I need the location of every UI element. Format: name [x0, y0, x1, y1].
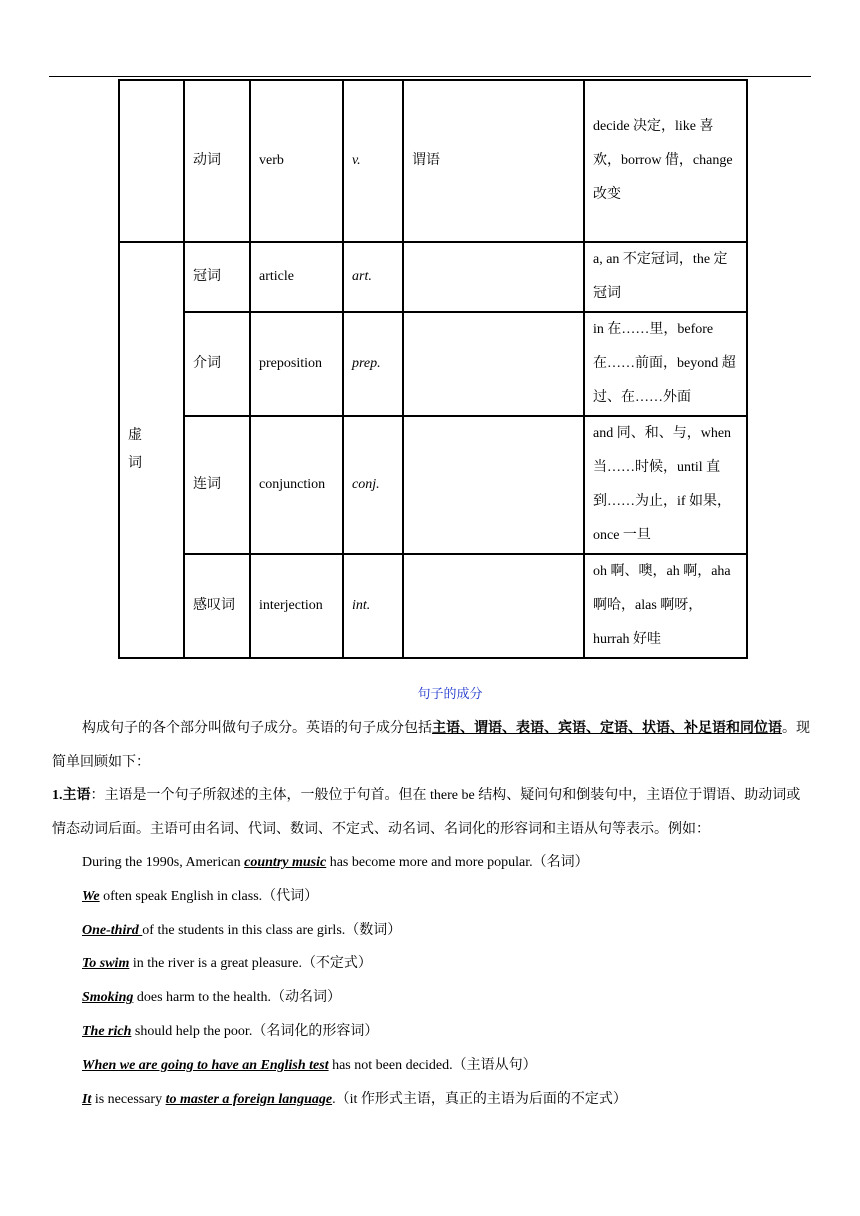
example-text: often speak English in class.（代词）: [99, 888, 319, 904]
examples-list: [82, 846, 822, 1116]
example-text: should help the poor.（名词化的形容词）: [131, 1023, 379, 1039]
example-subject: To swim: [82, 956, 130, 972]
example-subject: The rich: [82, 1023, 132, 1039]
example-text: does harm to the health.（动名词）: [133, 990, 341, 1006]
example-sentence: [82, 981, 822, 1015]
example-sentence: [82, 880, 822, 914]
example-sentence: [82, 1049, 822, 1083]
cn-cell: 冠词: [184, 242, 250, 312]
category-label: 虚词: [128, 428, 142, 471]
intro-text-end: 。现简单回顾如下：: [52, 721, 810, 770]
abbr-cell: art.: [343, 242, 403, 312]
example-sentence: [82, 1015, 822, 1049]
category-cell: [119, 242, 184, 658]
table-row: [119, 416, 747, 554]
cn-cell: 感叹词: [184, 554, 250, 658]
example-text: in the river is a great pleasure.（不定式）: [129, 956, 372, 972]
subject-text: ：主语是一个句子所叙述的主体，一般位于句首。但在 there be 结构、疑问句和倒装句中，主语位于谓语、助动词或情态动词后面。主语可由名词、代词、数词、不定式、动名词、名词化的形容词和主语从句等表示。例如：: [52, 788, 801, 837]
example-cell: decide 决定，like 喜欢，borrow 借，change 改变: [584, 80, 747, 242]
example-real-subject: to master a foreign language: [165, 1091, 333, 1107]
example-cell: oh 啊、噢，ah 啊，aha 啊哈，alas 啊呀，hurrah 好哇: [584, 554, 747, 658]
example-sentence: [82, 914, 822, 948]
example-text: .（it 作形式主语，真正的主语为后面的不定式）: [332, 1091, 627, 1107]
example-text: has become more and more popular.（名词）: [326, 855, 589, 870]
abbr-cell: v.: [343, 80, 403, 242]
en-cell: article: [250, 242, 343, 312]
header-rule: [49, 76, 811, 77]
en-cell: conjunction: [250, 416, 343, 554]
intro-paragraph: [52, 712, 812, 779]
example-sentence: [82, 846, 822, 880]
example-subject: country music: [244, 855, 327, 870]
table-row: [119, 80, 747, 242]
en-cell: verb: [250, 80, 343, 242]
role-cell: [403, 312, 584, 416]
example-subject: When we are going to have an English test: [82, 1057, 329, 1073]
example-text: During the 1990s, American: [82, 855, 245, 870]
subject-paragraph: [52, 779, 812, 846]
example-subject: One-third: [82, 922, 143, 938]
table-row: [119, 554, 747, 658]
role-cell: [403, 416, 584, 554]
example-cell: in 在……里，before 在……前面，beyond 超过、在……外面: [584, 312, 747, 416]
example-text: of the students in this class are girls.（数词）: [142, 922, 402, 938]
abbr-cell: int.: [343, 554, 403, 658]
abbr-cell: conj.: [343, 416, 403, 554]
parts-of-speech-table: [118, 79, 748, 659]
example-cell: and 同、和、与，when 当……时候，until 直到……为止，if 如果，once 一旦: [584, 416, 747, 554]
en-cell: interjection: [250, 554, 343, 658]
cn-cell: 介词: [184, 312, 250, 416]
role-cell: [403, 242, 584, 312]
example-text: has not been decided.（主语从句）: [328, 1057, 537, 1073]
abbr-cell: prep.: [343, 312, 403, 416]
example-text: is necessary: [91, 1091, 166, 1107]
category-cell: [119, 80, 184, 242]
role-cell: 谓语: [403, 80, 584, 242]
example-subject: We: [82, 888, 100, 904]
intro-text: 构成句子的各个部分叫做句子成分。英语的句子成分包括: [82, 721, 432, 736]
table-row: [119, 312, 747, 416]
example-sentence: [82, 947, 822, 981]
subject-label: 1.主语: [52, 788, 91, 803]
en-cell: preposition: [250, 312, 343, 416]
example-subject: Smoking: [82, 990, 134, 1006]
section-title: 句子的成分: [417, 687, 483, 702]
intro-components: 主语、谓语、表语、宾语、定语、状语、补足语和同位语: [432, 721, 782, 736]
cn-cell: 连词: [184, 416, 250, 554]
role-cell: [403, 554, 584, 658]
example-sentence: [82, 1083, 822, 1117]
example-cell: a, an 不定冠词，the 定冠词: [584, 242, 747, 312]
table-row: [119, 242, 747, 312]
example-subject: It: [82, 1091, 92, 1107]
cn-cell: 动词: [184, 80, 250, 242]
